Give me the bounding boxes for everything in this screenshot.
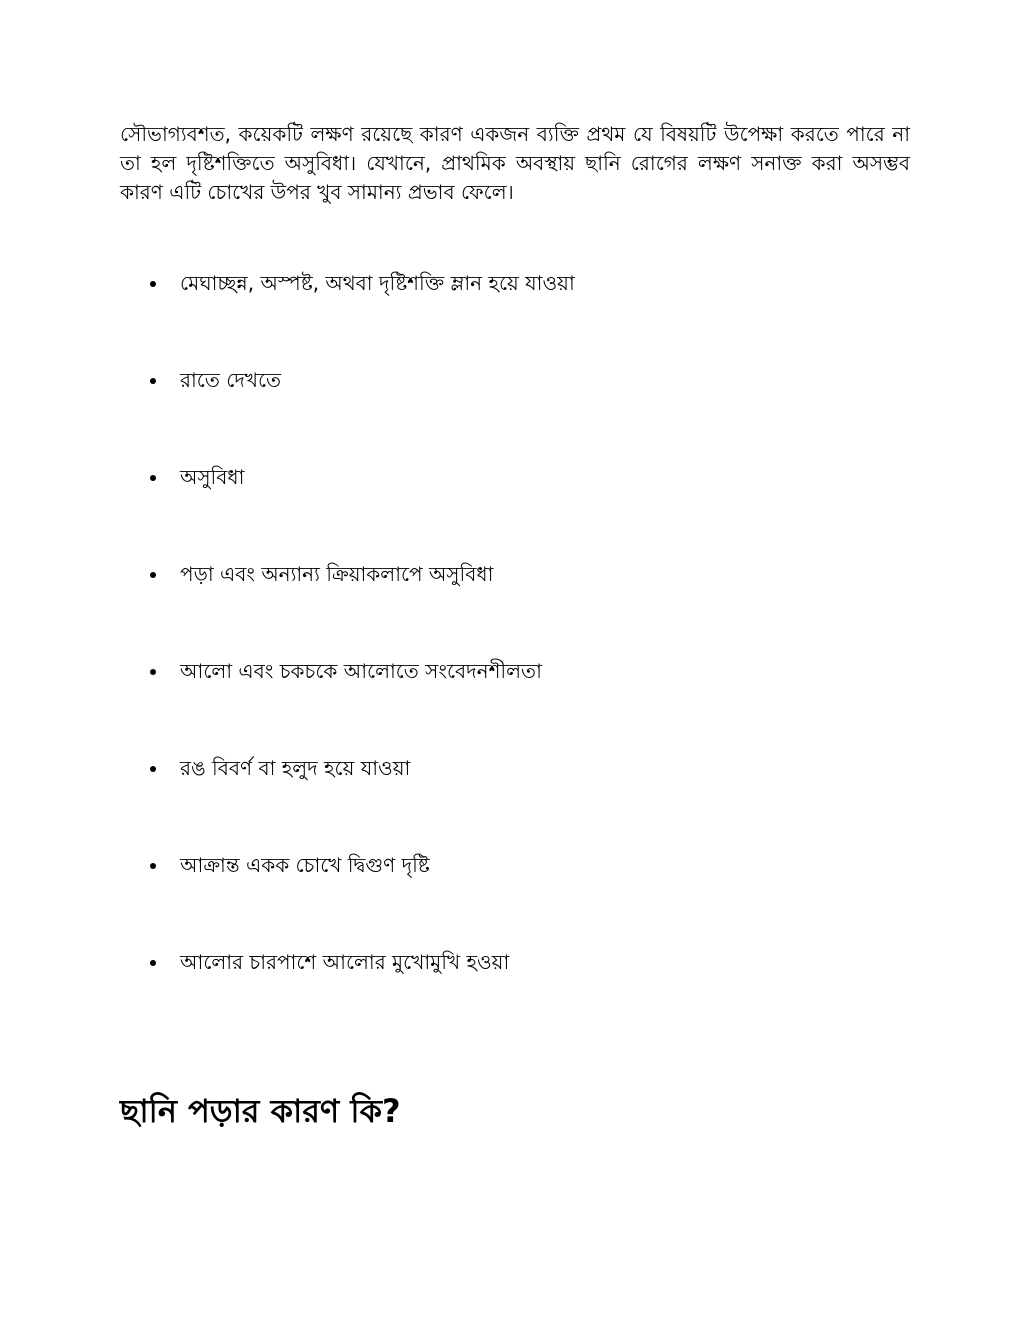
section-heading: ছানি পড়ার কারণ কি? (120, 1092, 401, 1130)
list-item-text: আলো এবং চকচকে আলোতে সংবেদনশীলতা (180, 659, 542, 683)
bullet-icon (150, 960, 156, 966)
bullet-icon (150, 766, 156, 772)
intro-paragraph: সৌভাগ্যবশত, কয়েকটি লক্ষণ রয়েছে কারণ একজন ব্যক্তি প্রথম যে বিষয়টি উপেক্ষা করতে পারে না তা হল দৃষ্টিশক্তিতে অসুবিধা। যেখানে, প্রাথমিক অবস্থায় ছানি রোগের লক্ষণ সনাক্ত করা অসম্ভব কারণ এটি চোখের উপর খুব সামান্য প্রভাব ফেলে। (120, 122, 910, 204)
bullet-icon (150, 863, 156, 869)
list-item-text: রঙ বিবর্ণ বা হলুদ হয়ে যাওয়া (180, 756, 411, 780)
bullet-icon (150, 572, 156, 578)
list-item (150, 460, 910, 557)
list-item (150, 557, 910, 654)
list-item (150, 363, 910, 460)
bullet-icon (150, 475, 156, 481)
list-item-text: মেঘাচ্ছন্ন, অস্পষ্ট, অথবা দৃষ্টিশক্তি ম্লান হয়ে যাওয়া (180, 271, 575, 295)
bullet-icon (150, 281, 156, 287)
list-item-text: রাতে দেখতে (180, 368, 282, 392)
list-item (150, 751, 910, 848)
list-item (150, 266, 910, 363)
bullet-icon (150, 378, 156, 384)
list-item (150, 945, 910, 1042)
symptom-list (150, 266, 910, 1042)
list-item-text: আক্রান্ত একক চোখে দ্বিগুণ দৃষ্টি (180, 853, 430, 877)
list-item (150, 848, 910, 945)
list-item-text: আলোর চারপাশে আলোর মুখোমুখি হওয়া (180, 950, 510, 974)
list-item-text: অসুবিধা (180, 465, 245, 489)
list-item (150, 654, 910, 751)
bullet-icon (150, 669, 156, 675)
list-item-text: পড়া এবং অন্যান্য ক্রিয়াকলাপে অসুবিধা (180, 562, 494, 586)
